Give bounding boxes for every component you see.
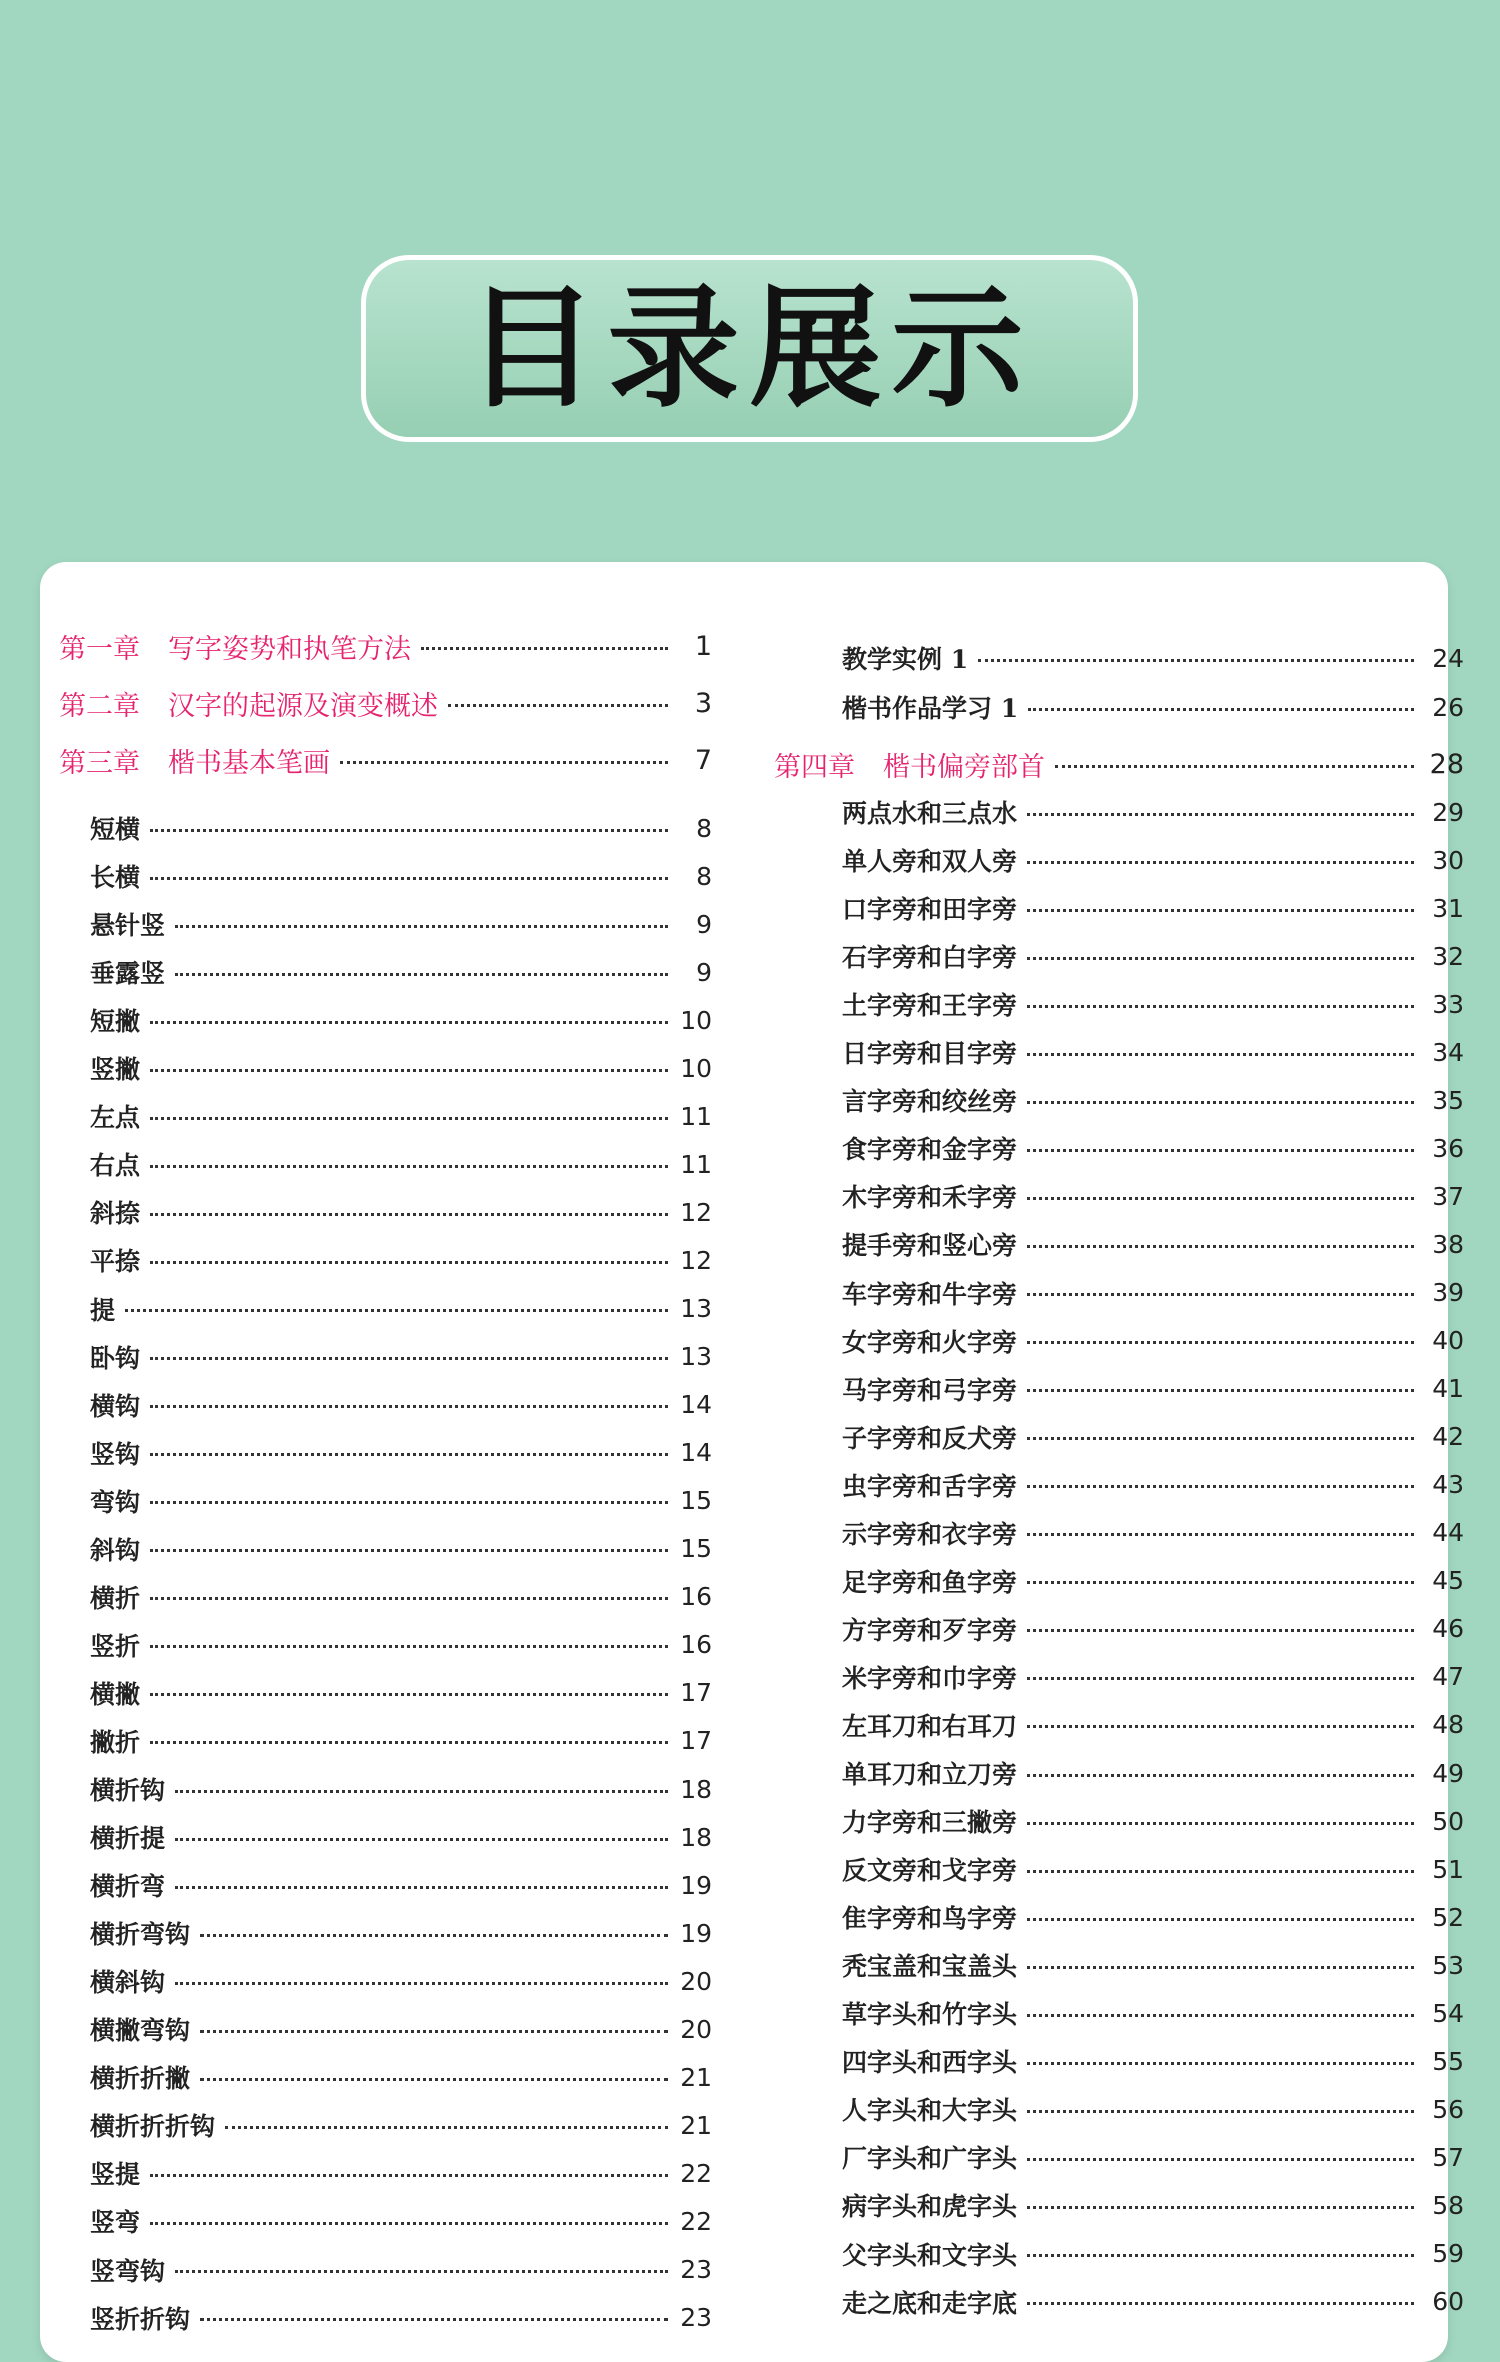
toc-item[interactable] (842, 1176, 1464, 1216)
leader-dots (340, 761, 668, 764)
toc-item[interactable] (842, 1657, 1464, 1697)
leader-dots (150, 1453, 668, 1456)
page-number: 20 (680, 2014, 712, 2044)
toc-title: 人字头和大字头 (842, 2096, 1018, 2126)
toc-item[interactable] (842, 1705, 1464, 1745)
page-number: 17 (680, 1678, 712, 1708)
toc-item[interactable] (842, 687, 1464, 727)
toc-item[interactable] (90, 1817, 712, 1857)
page-number: 30 (1432, 845, 1464, 875)
page-number: 19 (680, 1870, 712, 1900)
page-number: 1 (694, 630, 712, 662)
toc-title: 女字旁和火字旁 (842, 1327, 1018, 1357)
toc-item[interactable] (90, 1337, 712, 1377)
page-number: 14 (680, 1390, 712, 1420)
toc-item[interactable] (90, 1192, 712, 1232)
leader-dots (1027, 2014, 1414, 2017)
page-number: 7 (694, 744, 712, 776)
toc-title: 单人旁和双人旁 (842, 847, 1018, 877)
toc-title: 横折钩 (90, 1776, 166, 1805)
leader-dots (448, 704, 668, 707)
toc-item[interactable] (842, 1801, 1464, 1841)
page-number: 60 (1432, 2287, 1464, 2317)
leader-dots (200, 2030, 668, 2033)
page-number: 12 (680, 1197, 712, 1227)
toc-item[interactable] (90, 1913, 712, 1953)
page-number: 14 (680, 1438, 712, 1468)
leader-dots (150, 829, 668, 832)
leader-dots (1027, 957, 1414, 960)
toc-title: 竖弯钩 (90, 2256, 166, 2286)
toc-item[interactable] (842, 1080, 1464, 1120)
page-number: 22 (680, 2158, 712, 2188)
toc-title: 悬针竖 (90, 911, 166, 941)
page-number: 18 (680, 1822, 712, 1852)
leader-dots (1027, 1197, 1414, 1200)
toc-item[interactable] (842, 1849, 1464, 1889)
toc-title: 竖折 (90, 1631, 141, 1661)
leader-dots (175, 973, 668, 976)
page-number: 19 (680, 1918, 712, 1948)
page-number: 23 (680, 2255, 712, 2284)
leader-dots (225, 2126, 668, 2129)
page-number: 11 (680, 1101, 712, 1131)
toc-title: 提 (90, 1295, 116, 1325)
toc-item[interactable] (90, 2153, 712, 2193)
toc-item[interactable] (90, 2057, 712, 2097)
toc-title: 竖弯 (90, 2208, 141, 2238)
leader-dots (175, 1838, 668, 1841)
leader-dots (1027, 1629, 1414, 1632)
toc-title: 足字旁和鱼字旁 (842, 1567, 1018, 1597)
toc-chapter[interactable] (59, 683, 712, 723)
page-number: 16 (680, 1630, 712, 1660)
page-number: 13 (680, 1294, 712, 1323)
page-number: 17 (680, 1726, 712, 1756)
leader-dots (1027, 1293, 1414, 1296)
toc-title: 石字旁和白字旁 (842, 943, 1018, 973)
page-number: 40 (1432, 1326, 1464, 1356)
leader-dots (1027, 813, 1414, 816)
page-number: 36 (1432, 1133, 1464, 1163)
toc-title: 力字旁和三撇旁 (842, 1808, 1018, 1838)
leader-dots (1027, 1677, 1414, 1680)
page-number: 51 (1432, 1854, 1464, 1884)
page-number: 45 (1432, 1566, 1464, 1596)
toc-title: 日字旁和目字旁 (842, 1039, 1018, 1069)
toc-item[interactable] (90, 1625, 712, 1665)
toc-item[interactable] (842, 1128, 1464, 1168)
toc-title: 车字旁和牛字旁 (842, 1279, 1018, 1309)
toc-item[interactable] (90, 1481, 712, 1521)
page-number: 10 (680, 1005, 712, 1035)
toc-title: 四字头和西字头 (842, 2048, 1018, 2078)
leader-dots (1027, 1725, 1414, 1728)
toc-item[interactable] (842, 1369, 1464, 1409)
toc-title: 病字头和虎字头 (842, 2192, 1018, 2222)
page-number: 16 (680, 1582, 712, 1612)
toc-title: 米字旁和巾字旁 (842, 1663, 1018, 1693)
page-number: 57 (1432, 2142, 1464, 2172)
toc-title: 左点 (90, 1103, 141, 1133)
page-number: 46 (1432, 1614, 1464, 1644)
toc-title: 横折提 (90, 1824, 166, 1854)
chapter-title: 写字姿势和执笔方法 (168, 633, 411, 665)
toc-item[interactable] (90, 1529, 712, 1569)
page-number: 49 (1432, 1758, 1464, 1788)
page-number: 33 (1432, 989, 1464, 1019)
leader-dots (1027, 2158, 1414, 2161)
leader-dots (1027, 1245, 1414, 1248)
leader-dots (150, 1165, 668, 1168)
toc-item[interactable] (90, 1769, 712, 1809)
toc-title: 长横 (90, 863, 141, 893)
chapter-number: 第三章 (59, 747, 140, 779)
toc-item[interactable] (842, 1561, 1464, 1601)
leader-dots (1027, 2254, 1414, 2257)
leader-dots (1027, 909, 1414, 912)
leader-dots (1055, 765, 1414, 768)
toc-item[interactable] (90, 1961, 712, 2001)
toc-title: 弯钩 (90, 1487, 141, 1517)
leader-dots (1027, 1485, 1414, 1488)
toc-title (59, 684, 438, 723)
leader-dots (175, 1790, 668, 1793)
toc-item[interactable] (842, 1609, 1464, 1649)
toc-title: 虫字旁和舌字旁 (842, 1471, 1018, 1501)
toc-title: 平捺 (90, 1247, 141, 1277)
leader-dots (1027, 1822, 1414, 1825)
toc-title: 草字头和竹字头 (842, 2000, 1018, 2030)
toc-item[interactable] (90, 2201, 712, 2241)
toc-title: 子字旁和反犬旁 (842, 1423, 1018, 1453)
page-number: 23 (680, 2303, 712, 2333)
toc-chapter[interactable] (59, 626, 712, 666)
page-number: 12 (680, 1245, 712, 1275)
toc-item[interactable] (90, 1289, 712, 1329)
toc-title: 竖钩 (90, 1439, 141, 1469)
leader-dots (150, 1741, 668, 1744)
page-number: 20 (680, 1966, 712, 1996)
page-number: 29 (1432, 797, 1464, 827)
toc-title: 言字旁和绞丝旁 (842, 1087, 1018, 1117)
page-number: 54 (1432, 1998, 1464, 2028)
page-number: 15 (680, 1486, 712, 1516)
page-number: 8 (696, 861, 712, 891)
toc-title: 走之底和走字底 (842, 2288, 1018, 2318)
toc-title: 竖撇 (90, 1055, 141, 1085)
page-number: 35 (1432, 1085, 1464, 1115)
leader-dots (1027, 1437, 1414, 1440)
toc-title: 卧钩 (90, 1343, 141, 1373)
page-number: 42 (1432, 1422, 1464, 1452)
toc-item[interactable] (842, 1273, 1464, 1313)
toc-item[interactable] (842, 638, 1464, 678)
toc-item[interactable] (90, 1096, 712, 1136)
toc-title: 短横 (90, 815, 141, 844)
leader-dots (150, 1645, 668, 1648)
toc-title: 马字旁和弓字旁 (842, 1375, 1018, 1405)
page-number: 53 (1432, 1950, 1464, 1980)
leader-dots (1027, 2062, 1414, 2065)
toc-title: 提手旁和竖心旁 (842, 1231, 1018, 1261)
leader-dots (150, 2174, 668, 2177)
leader-dots (1027, 861, 1414, 864)
toc-title: 反文旁和戈字旁 (842, 1856, 1018, 1886)
toc-item[interactable] (842, 2137, 1464, 2177)
toc-item[interactable] (842, 1321, 1464, 1361)
page-title: 目录展示 (465, 271, 1034, 426)
leader-dots (1027, 1533, 1414, 1536)
toc-item[interactable] (842, 1945, 1464, 1985)
toc-item[interactable] (90, 808, 712, 848)
toc-item[interactable] (90, 2250, 712, 2290)
page-number: 58 (1432, 2190, 1464, 2220)
chapter-number: 第四章 (774, 751, 855, 783)
page-number: 24 (1432, 643, 1464, 673)
toc-title: 竖折折钩 (90, 2304, 191, 2334)
leader-dots (200, 2318, 668, 2321)
leader-dots (1027, 1966, 1414, 1969)
toc-title: 横折弯 (90, 1872, 166, 1902)
toc-item[interactable] (90, 2105, 712, 2145)
leader-dots (150, 1117, 668, 1120)
page-number: 3 (694, 687, 712, 719)
leader-dots (150, 1693, 668, 1696)
leader-dots (1027, 1581, 1414, 1584)
chapter-title: 楷书偏旁部首 (883, 751, 1045, 783)
page-number: 56 (1432, 2094, 1464, 2124)
chapter-number: 第一章 (59, 633, 140, 665)
page-number: 21 (680, 2110, 712, 2140)
toc-item[interactable] (90, 2298, 712, 2338)
page-number: 10 (680, 1053, 712, 1083)
page-number: 9 (696, 909, 712, 939)
toc-item[interactable] (90, 1577, 712, 1617)
toc-item[interactable] (90, 952, 712, 992)
leader-dots (175, 925, 668, 928)
page-number: 34 (1432, 1037, 1464, 1067)
leader-dots (175, 1982, 668, 1985)
toc-title: 横撇弯钩 (90, 2016, 191, 2046)
toc-title: 木字旁和禾字旁 (842, 1183, 1018, 1213)
page-number: 44 (1432, 1518, 1464, 1548)
page-number: 15 (680, 1534, 712, 1564)
leader-dots (1028, 708, 1414, 711)
title-badge (361, 255, 1138, 442)
page-number: 18 (680, 1774, 712, 1804)
toc-item[interactable] (90, 856, 712, 896)
toc-item[interactable] (842, 1417, 1464, 1457)
toc-title: 横折弯钩 (90, 1920, 191, 1950)
toc-title: 方字旁和歹字旁 (842, 1615, 1018, 1645)
toc-title: 横斜钩 (90, 1968, 166, 1998)
toc-item[interactable] (90, 2009, 712, 2049)
toc-item[interactable] (842, 1032, 1464, 1072)
toc-item[interactable] (842, 2185, 1464, 2225)
toc-item[interactable] (842, 1465, 1464, 1505)
page-number: 55 (1432, 2046, 1464, 2076)
leader-dots (150, 1261, 668, 1264)
page-number: 48 (1432, 1710, 1464, 1740)
toc-title: 秃宝盖和宝盖头 (842, 1952, 1018, 1982)
toc-item[interactable] (90, 1433, 712, 1473)
toc-item[interactable] (90, 1673, 712, 1713)
toc-title: 竖提 (90, 2160, 141, 2190)
toc-item[interactable] (842, 2089, 1464, 2129)
toc-item[interactable] (842, 1897, 1464, 1937)
leader-dots (421, 647, 668, 650)
leader-dots (150, 877, 668, 880)
toc-item[interactable] (90, 904, 712, 944)
toc-title: 口字旁和田字旁 (842, 895, 1018, 925)
toc-item[interactable] (90, 1240, 712, 1280)
toc-item[interactable] (90, 1000, 712, 1040)
leader-dots (200, 1934, 668, 1937)
toc-title: 撇折 (90, 1727, 141, 1757)
toc-item[interactable] (90, 1865, 712, 1905)
toc-title: 垂露竖 (90, 959, 166, 989)
toc-title: 横折折折钩 (90, 2112, 216, 2142)
toc-title: 横折折撇 (90, 2064, 191, 2094)
toc-item[interactable] (842, 888, 1464, 928)
toc-title: 横折 (90, 1583, 141, 1613)
toc-title: 教学实例 1 (842, 645, 969, 674)
toc-title (59, 741, 330, 780)
chapter-title: 楷书基本笔画 (168, 747, 330, 779)
toc-chapter[interactable] (59, 740, 712, 780)
toc-title: 厂字头和广字头 (842, 2144, 1018, 2174)
toc-title: 父字头和文字头 (842, 2240, 1018, 2270)
leader-dots (1027, 2110, 1414, 2113)
toc-title: 两点水和三点水 (842, 799, 1018, 828)
toc-title: 横钩 (90, 1391, 141, 1421)
toc-card (40, 562, 1464, 2362)
leader-dots (1027, 1005, 1414, 1008)
leader-dots (150, 1021, 668, 1024)
leader-dots (125, 1309, 668, 1312)
leader-dots (175, 1886, 668, 1889)
toc-item[interactable] (842, 1224, 1464, 1264)
toc-item[interactable] (842, 1993, 1464, 2033)
toc-item[interactable] (842, 792, 1464, 832)
leader-dots (1027, 1149, 1414, 1152)
toc-item[interactable] (842, 840, 1464, 880)
toc-item[interactable] (90, 1721, 712, 1761)
toc-title: 斜捺 (90, 1199, 141, 1229)
leader-dots (1027, 1101, 1414, 1104)
toc-item[interactable] (842, 936, 1464, 976)
leader-dots (1027, 1389, 1414, 1392)
leader-dots (1027, 1918, 1414, 1921)
page-number: 9 (696, 957, 712, 987)
toc-item[interactable] (842, 2234, 1464, 2274)
toc-item[interactable] (842, 1753, 1464, 1793)
leader-dots (175, 2270, 668, 2273)
leader-dots (150, 1213, 668, 1216)
page-number: 31 (1432, 893, 1464, 923)
leader-dots (200, 2078, 668, 2081)
page-number: 52 (1432, 1902, 1464, 1932)
page-number: 8 (696, 813, 712, 843)
leader-dots (150, 1405, 668, 1408)
leader-dots (1027, 2302, 1414, 2305)
toc-title: 土字旁和王字旁 (842, 991, 1018, 1021)
page-number: 39 (1432, 1278, 1464, 1307)
leader-dots (1027, 1341, 1414, 1344)
page-number: 22 (680, 2206, 712, 2236)
toc-title: 楷书作品学习 1 (842, 694, 1019, 723)
chapter-title: 汉字的起源及演变概述 (168, 690, 438, 722)
leader-dots (150, 1069, 668, 1072)
page-number: 59 (1432, 2239, 1464, 2268)
page-number: 28 (1429, 748, 1464, 780)
toc-item[interactable] (90, 1385, 712, 1425)
page-number: 47 (1432, 1662, 1464, 1692)
page-number: 50 (1432, 1806, 1464, 1836)
toc-title: 隹字旁和鸟字旁 (842, 1904, 1018, 1934)
toc-title: 单耳刀和立刀旁 (842, 1760, 1018, 1789)
page-number: 41 (1432, 1374, 1464, 1404)
page-number: 43 (1432, 1470, 1464, 1500)
toc-title: 食字旁和金字旁 (842, 1135, 1018, 1165)
toc-title: 斜钩 (90, 1535, 141, 1565)
toc-title: 右点 (90, 1151, 141, 1181)
toc-item[interactable] (842, 984, 1464, 1024)
leader-dots (1027, 1053, 1414, 1056)
toc-item[interactable] (90, 1144, 712, 1184)
page-number: 13 (680, 1342, 712, 1372)
toc-item[interactable] (842, 1513, 1464, 1553)
toc-title: 示字旁和衣字旁 (842, 1519, 1018, 1549)
toc-title: 横撇 (90, 1679, 141, 1709)
leader-dots (1027, 1870, 1414, 1873)
leader-dots (1027, 1774, 1414, 1777)
leader-dots (150, 2222, 668, 2225)
page-number: 21 (680, 2062, 712, 2092)
page-number: 37 (1432, 1181, 1464, 1211)
page-number: 11 (680, 1149, 712, 1179)
toc-chapter[interactable] (774, 744, 1464, 784)
leader-dots (150, 1597, 668, 1600)
toc-title (59, 627, 411, 666)
chapter-number: 第二章 (59, 690, 140, 722)
leader-dots (150, 1357, 668, 1360)
toc-title (774, 745, 1045, 784)
leader-dots (150, 1549, 668, 1552)
toc-title: 短撇 (90, 1007, 141, 1037)
page-number: 38 (1432, 1229, 1464, 1259)
toc-title: 左耳刀和右耳刀 (842, 1711, 1018, 1741)
leader-dots (150, 1501, 668, 1504)
toc-item[interactable] (842, 2041, 1464, 2081)
page-number: 26 (1432, 692, 1464, 722)
toc-item[interactable] (90, 1048, 712, 1088)
page-number: 32 (1432, 941, 1464, 971)
leader-dots (1027, 2206, 1414, 2209)
leader-dots (978, 659, 1414, 662)
toc-item[interactable] (842, 2282, 1464, 2322)
